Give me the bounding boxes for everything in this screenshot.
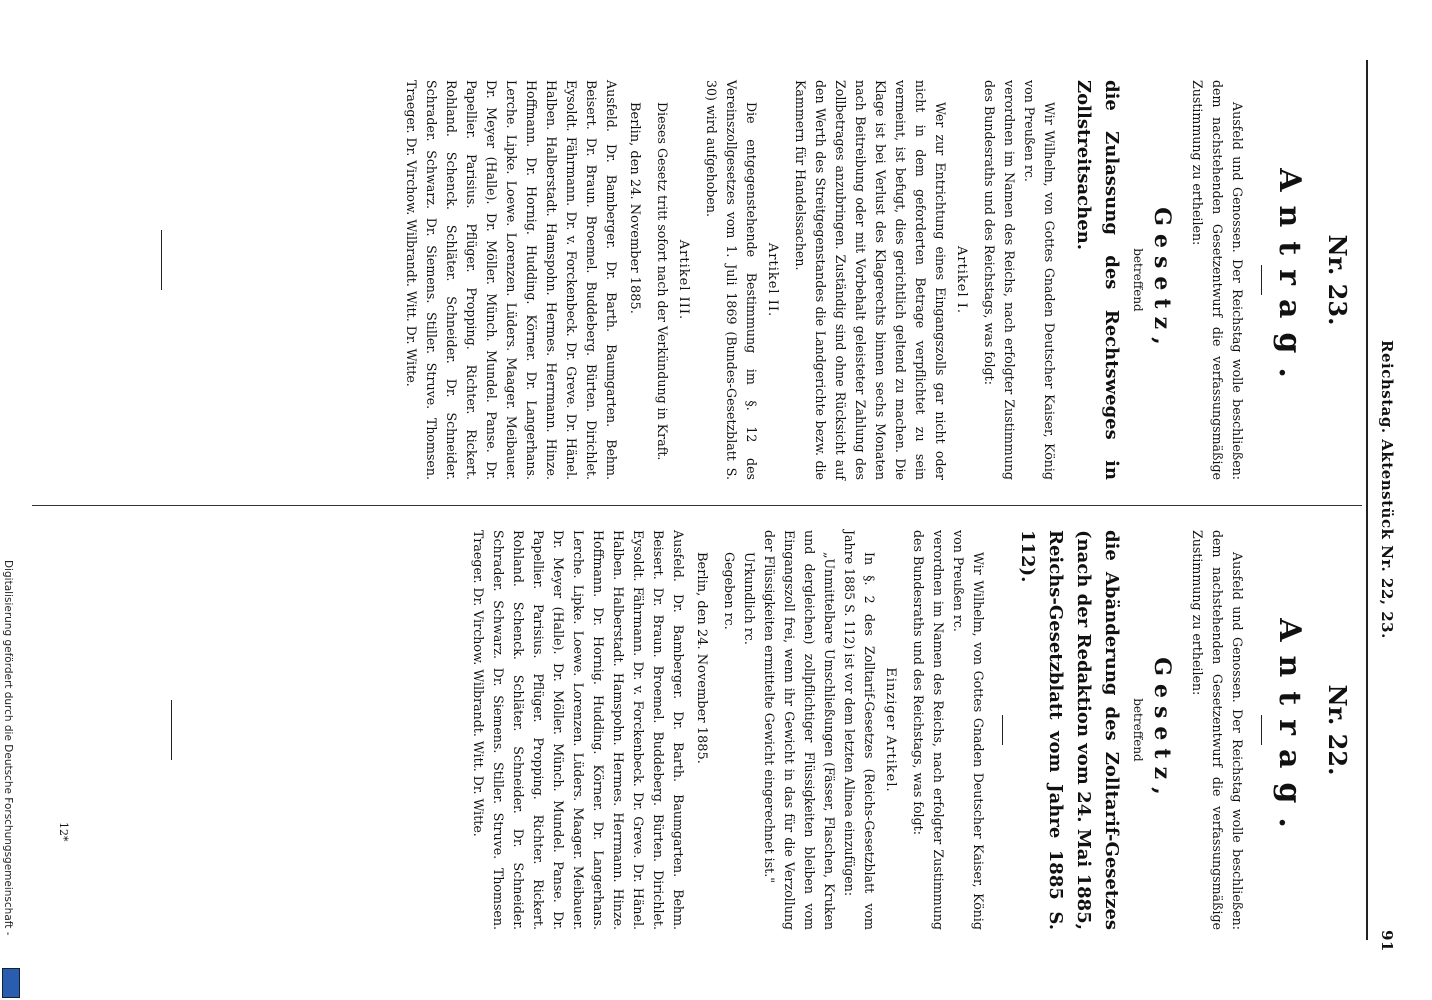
signatories-list: Ausfeld. Dr. Bamberger. Dr. Barth. Baumgarten. Behm. Beisert. Dr. Braun. Broemel. Buddeberg. Bürten. Dirichlet. Eysoldt. Fährmann. Dr. v. Forckenbeck. Dr. Greve. Dr. Hänel. Halben. Halberstadt. Hamspohn. Hermes. Herrmann. Hinze. Hoffmann. Dr. Hornig. Hudding. Körner. Dr. Langerhans. Lerche. Lipke. Loewe. Lorenzen. Lüders. Maager. Meibauer. Dr. Meyer (Halle). Dr. Möller. Münch. Mundel. Panse. Dr. Papellier. Parisius. Pflüger. Propping. Richter. Rickert. Rohland. Schenck. Schläter. Schneider. Dr. Schneider. Schrader. Schwarz. Dr. Siemens. Stiller. Struve. Thomsen. Traeger. Dr. Virchow. Wilbrandt. Witt. Dr. Witte. [404, 80, 619, 480]
credit-text: Digitalisierung gefördert durch die Deutsche Forschungsgemeinschaft - [2, 560, 14, 936]
doc-number: Nr. 22. [1323, 684, 1352, 776]
short-rule [1002, 715, 1003, 745]
document-nr-22 [468, 530, 1352, 930]
betreffend-label: betreffend [1131, 698, 1145, 762]
short-rule [1261, 265, 1262, 295]
running-header: Reichstag. Aktenstück Nr. 22, 23. [1378, 340, 1396, 639]
article-3-text: Dieses Gesetz tritt sofort nach der Verkündung in Kraft. [655, 102, 670, 461]
intro-paragraph: Ausfeld und Genossen. Der Reichstag wolle beschließen: dem nachstehenden Gesetzentwurf die verfassungsmäßige Zustimmung zu ertheilen: [1190, 80, 1245, 480]
gesetz-heading: Gesetz, [1149, 657, 1175, 803]
signature-rule [171, 700, 172, 760]
column-divider [32, 505, 1362, 506]
antrag-heading: Antrag. [1272, 618, 1307, 842]
gegeben-line: Gegeben rc. [722, 552, 737, 630]
date-line: Berlin, den 24. November 1885. [627, 102, 642, 314]
verordnen-paragraph: verordnen im Namen des Reichs, nach erfolgter Zustimmung des Bundesraths und des Reichstags, was folgt: [911, 530, 946, 930]
article-quote: „Unmittelbare Umschließungen (Fässer, Flaschen, Kruken und dergleichen) zollpflichtiger Flüssigkeiten bleiben vom Eingangszoll frei, wenn ihr Gewicht in das für die Verzollung der Flüssigkeiten ermittelte Gewicht eingerechnet ist." [762, 530, 837, 930]
page-number: 91 [1378, 930, 1396, 952]
verordnen-paragraph: verordnen im Namen des Reichs, nach erfolgter Zustimmung des Bundesraths und des Reichstags, was folgt: [982, 80, 1017, 480]
law-title: die Abänderung des Zolltarif-Gesetzes (nach der Redaktion vom 24. Mai 1885, Reichs-Gesetzblatt vom Jahre 1885 S. 112). [1017, 530, 1122, 930]
antrag-heading: Antrag. [1272, 168, 1307, 392]
document-nr-23 [401, 80, 1352, 480]
law-title: die Zulassung des Rechtsweges in Zollstreitsachen. [1073, 80, 1122, 480]
urkundlich-line: Urkundlich rc. [742, 552, 757, 645]
article-2-text: Die entgegenstehende Bestimmung im §. 12 des Vereinszollgesetzes vom 1. Juli 1869 (Bundes-Gesetzblatt S. 30) wird aufgehoben. [704, 80, 759, 480]
article-text: In §. 2 des Zolltarif-Gesetzes (Reichs-Gesetzblatt vom Jahre 1885 S. 112) ist vor dem letzten Alinea einzufügen: [842, 530, 877, 930]
article-2-heading: Artikel II. [765, 242, 780, 318]
signature-rule [161, 230, 162, 290]
signatories-list: Ausfeld. Dr. Bamberger. Dr. Barth. Baumgarten. Behm. Beisert. Dr. Braun. Broemel. Buddeberg. Bürten. Dirichlet. Eysoldt. Fährmann. Dr. v. Forckenbeck. Dr. Greve. Dr. Hänel. Halben. Halberstadt. Hamspohn. Hermes. Herrmann. Hinze. Hoffmann. Dr. Hornig. Hudding. Körner. Dr. Langerhans. Lerche. Lipke. Loewe. Lorenzen. Lüders. Maager. Meibauer. Dr. Meyer (Halle). Dr. Möller. Münch. Mundel. Panse. Dr. Papellier. Parisius. Pflüger. Propping. Richter. Rickert. Rohland. Schenck. Schläter. Schneider. Dr. Schneider. Schrader. Schwarz. Dr. Siemens. Stiller. Struve. Thomsen. Traeger. Dr. Virchow. Wilbrandt. Witt. Dr. Witte. [471, 530, 686, 930]
sheet-signature-number: 12* [57, 822, 70, 842]
article-1-text: Wer zur Entrichtung eines Eingangszolls gar nicht oder nicht in dem geforderten Betrage verpflichtet zu sein vermeint, ist befugt, dies gerichtlich geltend zu machen. Die Klage ist bei Verlust des Klagerechts binnen sechs Monaten nach Beitreibung oder mit Vorbehalt geleisteter Zahlung des Zollbetrages anzubringen. Zuständig sind ohne Rücksicht auf den Werth des Streitgegenstandes die Landgerichte bezw. die Kammern für Handelssachen. [793, 80, 948, 480]
article-3-heading: Artikel III. [676, 239, 691, 321]
dfg-logo [2, 968, 20, 998]
digitization-credit [0, 560, 20, 1000]
header-rule [1366, 60, 1368, 940]
betreffend-label: betreffend [1131, 248, 1145, 312]
article-1-heading: Artikel I. [954, 245, 969, 315]
wir-paragraph: Wir Wilhelm, von Gottes Gnaden Deutscher Kaiser, König von Preußen rc. [951, 530, 986, 930]
doc-number: Nr. 23. [1323, 234, 1352, 326]
date-line: Berlin, den 24. November 1885. [694, 552, 709, 764]
wir-paragraph: Wir Wilhelm, von Gottes Gnaden Deutscher Kaiser, König von Preußen rc. [1022, 80, 1057, 480]
intro-paragraph: Ausfeld und Genossen. Der Reichstag wolle beschließen: dem nachstehenden Gesetzentwurf die verfassungsmäßige Zustimmung zu ertheilen: [1190, 530, 1245, 930]
short-rule [1261, 715, 1262, 745]
gesetz-heading: Gesetz, [1149, 207, 1175, 353]
article-heading: Einziger Artikel. [883, 667, 898, 793]
